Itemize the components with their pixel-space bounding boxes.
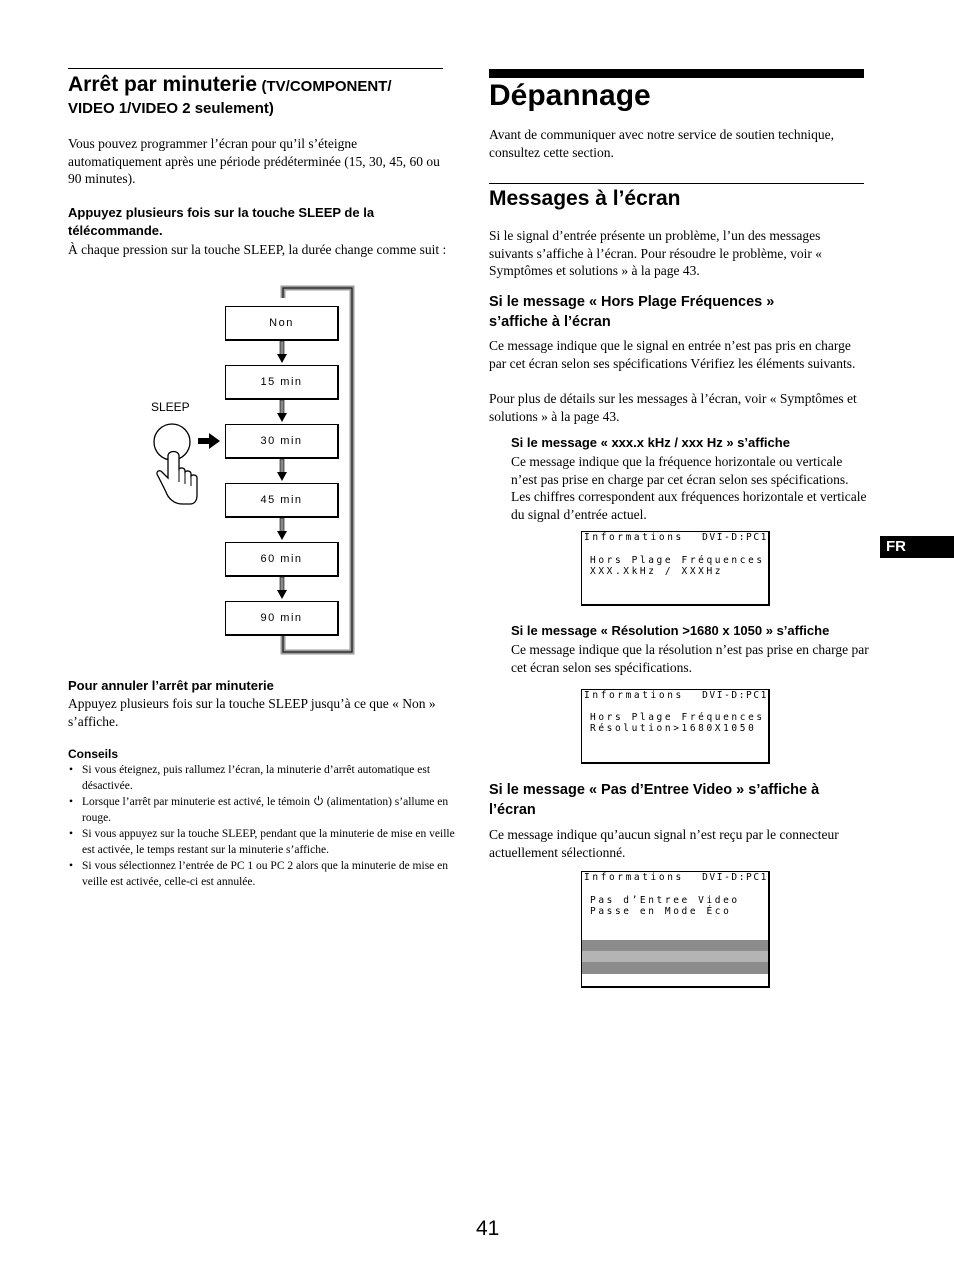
osd-line2: XXX.XkHz / XXXHz — [590, 566, 724, 577]
page-number: 41 — [476, 1217, 500, 1240]
arrow-down-icon — [277, 577, 287, 599]
power-icon — [313, 795, 324, 806]
cancel-text: Appuyez plusieurs fois sur la touche SLEEP jusqu’à ce que « Non » s’affiche. — [68, 696, 436, 729]
osd-header-left: Informations — [584, 532, 684, 543]
osd-message-frequency — [581, 531, 770, 606]
osd-header — [582, 872, 768, 883]
osd-message-no-input — [581, 871, 770, 988]
sub1-text-a: Ce message indique que le signal en entrée n’est pas pris en charge par cet écran selon ses spécifications Vérifiez les éléments suivants. — [489, 338, 856, 371]
troubleshooting-intro: Avant de communiquer avec notre service de soutien technique, consultez cette section. — [489, 127, 834, 160]
language-tab-label: FR — [886, 538, 906, 555]
section-title: Messages à l’écran — [489, 187, 681, 210]
arrow-down-icon — [277, 400, 287, 422]
osd-header — [582, 532, 768, 543]
intro-paragraph: Vous pouvez programmer l’écran pour qu’il s’éteigne automatiquement après une période prédéterminée (15, 30, 45, 60 ou 90 minutes). — [68, 136, 440, 186]
list-item: • Si vous éteignez, puis rallumez l’écran, la minuterie d’arrêt automatique est désactivée. — [82, 762, 462, 794]
section-heading — [68, 72, 448, 120]
osd-line1: Hors Plage Fréquences — [590, 555, 765, 566]
osd-header-right: DVI-D:PC1 — [702, 532, 768, 543]
osd-line2: Passe en Mode Éco — [590, 906, 732, 917]
case1-heading: Si le message « xxx.x kHz / xxx Hz » s’affiche — [511, 435, 790, 450]
timer-step-30: 30 min — [225, 424, 339, 459]
arrow-right-icon — [198, 433, 220, 449]
timer-step-non: Non — [225, 306, 339, 341]
list-item — [82, 794, 462, 826]
timer-step-45: 45 min — [225, 483, 339, 518]
arrow-down-icon — [277, 518, 287, 540]
case2-heading: Si le message « Résolution >1680 x 1050 » s’affiche — [511, 623, 830, 638]
arrow-down-icon — [277, 341, 287, 363]
section-intro: Si le signal d’entrée présente un problème, l’un des messages suivants s’affiche à l’écran. Pour résoudre le problème, voir « Symptômes et solutions » à la page 43. — [489, 228, 823, 278]
sub1-heading: Si le message « Hors Plage Fréquences » s’affiche à l’écran — [489, 294, 775, 330]
sub1-text-b: Pour plus de détails sur les messages à l’écran, voir « Symptômes et solutions » à la page 43. — [489, 391, 857, 424]
sleep-button-label: SLEEP — [151, 400, 190, 414]
osd-grey-band — [582, 940, 768, 951]
cancel-heading: Pour annuler l’arrêt par minuterie — [68, 678, 274, 693]
sub2-text: Ce message indique qu’aucun signal n’est reçu par le connecteur actuellement sélectionné. — [489, 827, 839, 860]
timer-step-60: 60 min — [225, 542, 339, 577]
osd-line1: Hors Plage Fréquences — [590, 712, 765, 723]
osd-grey-band — [582, 951, 768, 962]
heading-suffix: (TV/COMPONENT/ — [261, 78, 392, 95]
timer-step-15: 15 min — [225, 365, 339, 400]
osd-header-left: Informations — [584, 872, 684, 883]
tip-text-cont: s’allume en rouge. — [82, 796, 449, 824]
osd-header — [582, 690, 768, 701]
case2-text: Ce message indique que la résolution n’est pas prise en charge par cet écran selon ses spécifications. — [511, 642, 869, 675]
list-item: • Si vous appuyez sur la touche SLEEP, pendant que la minuterie de mise en veille est activée, le temps restant sur la minuterie s’affiche. — [82, 826, 462, 858]
sleep-button-press-icon — [150, 420, 202, 510]
step-heading: Appuyez plusieurs fois sur la touche SLEEP de la télécommande. — [68, 205, 375, 238]
osd-grey-band — [582, 962, 768, 974]
tips-list — [68, 762, 462, 890]
step-text: À chaque pression sur la touche SLEEP, la durée change comme suit : — [68, 242, 447, 257]
osd-line1: Pas d’Entree Video — [590, 895, 740, 906]
arrow-down-icon — [277, 459, 287, 481]
osd-header-right: DVI-D:PC1 — [702, 690, 768, 701]
osd-header-left: Informations — [584, 690, 684, 701]
sub2-heading: Si le message « Pas d’Entree Video » s’affiche à l’écran — [489, 782, 820, 818]
tip-power-word: (alimentation) — [326, 796, 392, 808]
page-title: Dépannage — [489, 79, 651, 112]
section-rule — [489, 183, 864, 184]
heading-main: Arrêt par minuterie — [68, 73, 258, 96]
osd-line2: Résolution>1680X1050 — [590, 723, 757, 734]
tip-text: Lorsque l’arrêt par minuterie est activé, le témoin — [82, 796, 310, 808]
heading-suffix-line2: VIDEO 1/VIDEO 2 seulement) — [68, 100, 274, 117]
osd-header-right: DVI-D:PC1 — [702, 872, 768, 883]
osd-message-resolution — [581, 689, 770, 764]
left-top-rule — [68, 68, 443, 69]
timer-step-90: 90 min — [225, 601, 339, 636]
tips-heading: Conseils — [68, 747, 119, 761]
language-tab — [880, 536, 954, 558]
case1-text: Ce message indique que la fréquence horizontale ou verticale n’est pas prise en charge par cet écran selon ses spécifications. Les chiffres correspondent aux fréquences horizontale et verticale du signal d’entrée actuel. — [511, 454, 867, 522]
list-item: • Si vous sélectionnez l’entrée de PC 1 ou PC 2 alors que la minuterie de mise en veille est activée, celle-ci est annulée. — [82, 858, 462, 890]
